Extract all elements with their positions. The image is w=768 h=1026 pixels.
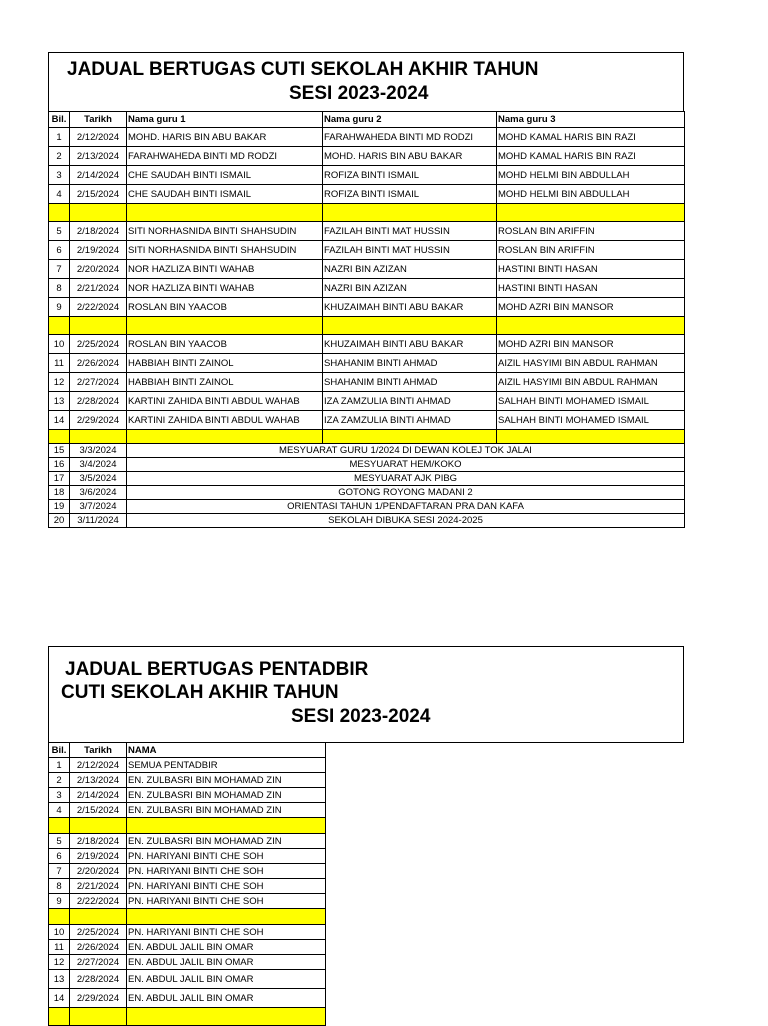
cell-tarikh: 2/29/2024 xyxy=(70,411,127,430)
gap-cell xyxy=(70,317,127,335)
gap-cell xyxy=(497,204,685,222)
cell-event: GOTONG ROYONG MADANI 2 xyxy=(127,486,685,500)
gap-cell xyxy=(49,1008,70,1026)
cell-nama: PN. HARIYANI BINTI CHE SOH xyxy=(127,925,326,940)
cell-guru-3: AIZIL HASYIMI BIN ABDUL RAHMAN xyxy=(497,354,685,373)
table-row xyxy=(49,773,326,788)
gap-cell xyxy=(127,430,323,444)
cell-nama: PN. HARIYANI BINTI CHE SOH xyxy=(127,849,326,864)
event-row xyxy=(49,514,685,528)
gap-cell xyxy=(70,204,127,222)
event-row xyxy=(49,458,685,472)
cell-tarikh: 3/11/2024 xyxy=(70,514,127,528)
cell-bil: 13 xyxy=(49,392,70,411)
gap-cell xyxy=(70,909,127,925)
cell-guru-2: FAZILAH BINTI MAT HUSSIN xyxy=(323,241,497,260)
gap-cell xyxy=(323,204,497,222)
cell-guru-3: HASTINI BINTI HASAN xyxy=(497,260,685,279)
cell-nama: EN. ABDUL JALIL BIN OMAR xyxy=(127,940,326,955)
table-row xyxy=(49,989,326,1008)
cell-guru-2: SHAHANIM BINTI AHMAD xyxy=(323,373,497,392)
cell-guru-1: SITI NORHASNIDA BINTI SHAHSUDIN xyxy=(127,241,323,260)
table-row xyxy=(49,879,326,894)
event-row xyxy=(49,444,685,458)
table-row xyxy=(49,758,326,773)
cell-guru-1: HABBIAH BINTI ZAINOL xyxy=(127,354,323,373)
header-bil: Bil. xyxy=(49,112,70,128)
gap-cell xyxy=(497,317,685,335)
cell-bil: 19 xyxy=(49,500,70,514)
gap-cell xyxy=(49,909,70,925)
table-row xyxy=(49,849,326,864)
event-row xyxy=(49,486,685,500)
cell-tarikh: 2/26/2024 xyxy=(70,354,127,373)
gap-cell xyxy=(497,430,685,444)
table-row xyxy=(49,373,685,392)
header-bil: Bil. xyxy=(49,743,70,758)
cell-bil: 3 xyxy=(49,788,70,803)
cell-guru-1: MOHD. HARIS BIN ABU BAKAR xyxy=(127,128,323,147)
cell-guru-2: ROFIZA BINTI ISMAIL xyxy=(323,185,497,204)
cell-tarikh: 2/26/2024 xyxy=(70,940,127,955)
gap-cell xyxy=(49,430,70,444)
table-row xyxy=(49,260,685,279)
gap-cell xyxy=(127,1008,326,1026)
cell-guru-3: SALHAH BINTI MOHAMED ISMAIL xyxy=(497,411,685,430)
cell-nama: PN. HARIYANI BINTI CHE SOH xyxy=(127,894,326,909)
cell-nama: EN. ZULBASRI BIN MOHAMAD ZIN xyxy=(127,788,326,803)
cell-guru-1: KARTINI ZAHIDA BINTI ABDUL WAHAB xyxy=(127,411,323,430)
cell-guru-3: MOHD HELMI BIN ABDULLAH xyxy=(497,166,685,185)
cell-nama: EN. ZULBASRI BIN MOHAMAD ZIN xyxy=(127,773,326,788)
header-guru-3: Nama guru 3 xyxy=(497,112,685,128)
cell-bil: 8 xyxy=(49,279,70,298)
cell-tarikh: 2/22/2024 xyxy=(70,894,127,909)
cell-tarikh: 2/14/2024 xyxy=(70,788,127,803)
table1-title-line2: SESI 2023-2024 xyxy=(289,83,429,104)
cell-bil: 9 xyxy=(49,894,70,909)
cell-guru-2: NAZRI BIN AZIZAN xyxy=(323,260,497,279)
cell-guru-3: MOHD HELMI BIN ABDULLAH xyxy=(497,185,685,204)
cell-guru-3: MOHD KAMAL HARIS BIN RAZI xyxy=(497,128,685,147)
cell-guru-3: MOHD KAMAL HARIS BIN RAZI xyxy=(497,147,685,166)
cell-bil: 5 xyxy=(49,222,70,241)
cell-tarikh: 2/20/2024 xyxy=(70,864,127,879)
cell-guru-1: SITI NORHASNIDA BINTI SHAHSUDIN xyxy=(127,222,323,241)
gap-cell xyxy=(70,818,127,834)
cell-bil: 15 xyxy=(49,444,70,458)
gap-cell xyxy=(49,818,70,834)
cell-bil: 8 xyxy=(49,879,70,894)
cell-event: SEKOLAH DIBUKA SESI 2024-2025 xyxy=(127,514,685,528)
cell-guru-3: ROSLAN BIN ARIFFIN xyxy=(497,222,685,241)
cell-nama: EN. ZULBASRI BIN MOHAMAD ZIN xyxy=(127,834,326,849)
header-guru-1: Nama guru 1 xyxy=(127,112,323,128)
event-row xyxy=(49,500,685,514)
cell-nama: PN. HARIYANI BINTI CHE SOH xyxy=(127,864,326,879)
cell-guru-3: MOHD AZRI BIN MANSOR xyxy=(497,298,685,317)
table-row xyxy=(49,279,685,298)
table-row xyxy=(49,940,326,955)
cell-bil: 11 xyxy=(49,940,70,955)
table1-duty-roster xyxy=(48,111,685,528)
highlight-gap-row xyxy=(49,909,326,925)
cell-tarikh: 2/13/2024 xyxy=(70,147,127,166)
table-row xyxy=(49,166,685,185)
cell-guru-2: FAZILAH BINTI MAT HUSSIN xyxy=(323,222,497,241)
cell-tarikh: 2/12/2024 xyxy=(70,758,127,773)
cell-guru-1: NOR HAZLIZA BINTI WAHAB xyxy=(127,279,323,298)
cell-tarikh: 2/27/2024 xyxy=(70,373,127,392)
header-tarikh: Tarikh xyxy=(70,743,127,758)
table2-title-box xyxy=(48,646,684,743)
cell-guru-2: IZA ZAMZULIA BINTI AHMAD xyxy=(323,392,497,411)
cell-nama: EN. ABDUL JALIL BIN OMAR xyxy=(127,955,326,970)
table1-title-box xyxy=(48,52,684,112)
cell-nama: EN. ABDUL JALIL BIN OMAR xyxy=(127,970,326,989)
cell-event: MESYUARAT GURU 1/2024 DI DEWAN KOLEJ TOK JALAI xyxy=(127,444,685,458)
cell-bil: 7 xyxy=(49,260,70,279)
cell-bil: 6 xyxy=(49,241,70,260)
table-row xyxy=(49,970,326,989)
gap-cell xyxy=(127,818,326,834)
table-row xyxy=(49,147,685,166)
cell-bil: 16 xyxy=(49,458,70,472)
cell-tarikh: 3/6/2024 xyxy=(70,486,127,500)
highlight-gap-row xyxy=(49,430,685,444)
cell-tarikh: 3/7/2024 xyxy=(70,500,127,514)
cell-tarikh: 3/5/2024 xyxy=(70,472,127,486)
cell-bil: 4 xyxy=(49,185,70,204)
cell-bil: 10 xyxy=(49,925,70,940)
cell-event: MESYUARAT HEM/KOKO xyxy=(127,458,685,472)
table-row xyxy=(49,185,685,204)
cell-tarikh: 2/21/2024 xyxy=(70,879,127,894)
cell-tarikh: 2/12/2024 xyxy=(70,128,127,147)
gap-cell xyxy=(323,317,497,335)
cell-guru-3: MOHD AZRI BIN MANSOR xyxy=(497,335,685,354)
cell-bil: 17 xyxy=(49,472,70,486)
table1-title-line1: JADUAL BERTUGAS CUTI SEKOLAH AKHIR TAHUN xyxy=(67,59,539,80)
table-row xyxy=(49,803,326,818)
table-row xyxy=(49,354,685,373)
cell-nama: PN. HARIYANI BINTI CHE SOH xyxy=(127,879,326,894)
cell-bil: 14 xyxy=(49,411,70,430)
table-row xyxy=(49,298,685,317)
cell-nama: SEMUA PENTADBIR xyxy=(127,758,326,773)
cell-tarikh: 2/29/2024 xyxy=(70,989,127,1008)
cell-tarikh: 2/19/2024 xyxy=(70,241,127,260)
cell-guru-3: AIZIL HASYIMI BIN ABDUL RAHMAN xyxy=(497,373,685,392)
highlight-gap-row xyxy=(49,204,685,222)
cell-guru-2: NAZRI BIN AZIZAN xyxy=(323,279,497,298)
cell-bil: 5 xyxy=(49,834,70,849)
cell-guru-2: IZA ZAMZULIA BINTI AHMAD xyxy=(323,411,497,430)
cell-guru-2: FARAHWAHEDA BINTI MD RODZI xyxy=(323,128,497,147)
cell-bil: 13 xyxy=(49,970,70,989)
cell-nama: EN. ZULBASRI BIN MOHAMAD ZIN xyxy=(127,803,326,818)
cell-bil: 4 xyxy=(49,803,70,818)
cell-tarikh: 2/27/2024 xyxy=(70,955,127,970)
cell-bil: 18 xyxy=(49,486,70,500)
cell-tarikh: 2/14/2024 xyxy=(70,166,127,185)
cell-tarikh: 3/3/2024 xyxy=(70,444,127,458)
cell-bil: 11 xyxy=(49,354,70,373)
table2-title-line3: SESI 2023-2024 xyxy=(291,706,431,727)
event-row xyxy=(49,472,685,486)
gap-cell xyxy=(49,204,70,222)
cell-guru-1: NOR HAZLIZA BINTI WAHAB xyxy=(127,260,323,279)
cell-tarikh: 2/22/2024 xyxy=(70,298,127,317)
highlight-gap-row xyxy=(49,317,685,335)
header-tarikh: Tarikh xyxy=(70,112,127,128)
cell-guru-2: KHUZAIMAH BINTI ABU BAKAR xyxy=(323,298,497,317)
cell-tarikh: 2/19/2024 xyxy=(70,849,127,864)
cell-bil: 20 xyxy=(49,514,70,528)
table1-header-row xyxy=(49,112,685,128)
table-row xyxy=(49,955,326,970)
cell-guru-1: FARAHWAHEDA BINTI MD RODZI xyxy=(127,147,323,166)
cell-bil: 10 xyxy=(49,335,70,354)
cell-guru-1: CHE SAUDAH BINTI ISMAIL xyxy=(127,166,323,185)
cell-event: ORIENTASI TAHUN 1/PENDAFTARAN PRA DAN KAFA xyxy=(127,500,685,514)
header-guru-2: Nama guru 2 xyxy=(323,112,497,128)
cell-tarikh: 2/25/2024 xyxy=(70,335,127,354)
gap-cell xyxy=(49,317,70,335)
cell-tarikh: 2/18/2024 xyxy=(70,222,127,241)
gap-cell xyxy=(127,909,326,925)
cell-guru-3: SALHAH BINTI MOHAMED ISMAIL xyxy=(497,392,685,411)
cell-tarikh: 2/20/2024 xyxy=(70,260,127,279)
cell-tarikh: 2/15/2024 xyxy=(70,185,127,204)
cell-bil: 7 xyxy=(49,864,70,879)
cell-tarikh: 2/21/2024 xyxy=(70,279,127,298)
cell-guru-2: MOHD. HARIS BIN ABU BAKAR xyxy=(323,147,497,166)
cell-tarikh: 2/13/2024 xyxy=(70,773,127,788)
table2-title-line2: CUTI SEKOLAH AKHIR TAHUN xyxy=(61,682,339,703)
gap-cell xyxy=(70,430,127,444)
gap-cell xyxy=(127,204,323,222)
table-row xyxy=(49,788,326,803)
table2-admin-roster xyxy=(48,742,326,1026)
cell-nama: EN. ABDUL JALIL BIN OMAR xyxy=(127,989,326,1008)
cell-guru-3: ROSLAN BIN ARIFFIN xyxy=(497,241,685,260)
cell-bil: 9 xyxy=(49,298,70,317)
cell-guru-2: KHUZAIMAH BINTI ABU BAKAR xyxy=(323,335,497,354)
cell-guru-3: HASTINI BINTI HASAN xyxy=(497,279,685,298)
table-row xyxy=(49,864,326,879)
cell-guru-2: ROFIZA BINTI ISMAIL xyxy=(323,166,497,185)
cell-tarikh: 2/18/2024 xyxy=(70,834,127,849)
table-row xyxy=(49,925,326,940)
table-row xyxy=(49,128,685,147)
cell-bil: 1 xyxy=(49,128,70,147)
cell-bil: 12 xyxy=(49,955,70,970)
cell-bil: 1 xyxy=(49,758,70,773)
table-row xyxy=(49,894,326,909)
cell-tarikh: 2/28/2024 xyxy=(70,392,127,411)
cell-bil: 12 xyxy=(49,373,70,392)
cell-guru-1: CHE SAUDAH BINTI ISMAIL xyxy=(127,185,323,204)
highlight-gap-row xyxy=(49,818,326,834)
cell-bil: 6 xyxy=(49,849,70,864)
cell-tarikh: 2/28/2024 xyxy=(70,970,127,989)
table-row xyxy=(49,834,326,849)
cell-tarikh: 2/15/2024 xyxy=(70,803,127,818)
cell-bil: 2 xyxy=(49,773,70,788)
cell-event: MESYUARAT AJK PIBG xyxy=(127,472,685,486)
header-nama: NAMA xyxy=(127,743,326,758)
gap-cell xyxy=(70,1008,127,1026)
cell-bil: 3 xyxy=(49,166,70,185)
table-row xyxy=(49,241,685,260)
cell-guru-1: KARTINI ZAHIDA BINTI ABDUL WAHAB xyxy=(127,392,323,411)
cell-guru-1: HABBIAH BINTI ZAINOL xyxy=(127,373,323,392)
gap-cell xyxy=(127,317,323,335)
cell-guru-2: SHAHANIM BINTI AHMAD xyxy=(323,354,497,373)
table2-title-line1: JADUAL BERTUGAS PENTADBIR xyxy=(65,659,369,680)
table-row xyxy=(49,411,685,430)
cell-tarikh: 3/4/2024 xyxy=(70,458,127,472)
table2-header-row xyxy=(49,743,326,758)
table-row xyxy=(49,335,685,354)
cell-bil: 14 xyxy=(49,989,70,1008)
gap-cell xyxy=(323,430,497,444)
highlight-gap-row xyxy=(49,1008,326,1026)
table-row xyxy=(49,392,685,411)
cell-bil: 2 xyxy=(49,147,70,166)
cell-guru-1: ROSLAN BIN YAACOB xyxy=(127,335,323,354)
table-row xyxy=(49,222,685,241)
cell-tarikh: 2/25/2024 xyxy=(70,925,127,940)
cell-guru-1: ROSLAN BIN YAACOB xyxy=(127,298,323,317)
